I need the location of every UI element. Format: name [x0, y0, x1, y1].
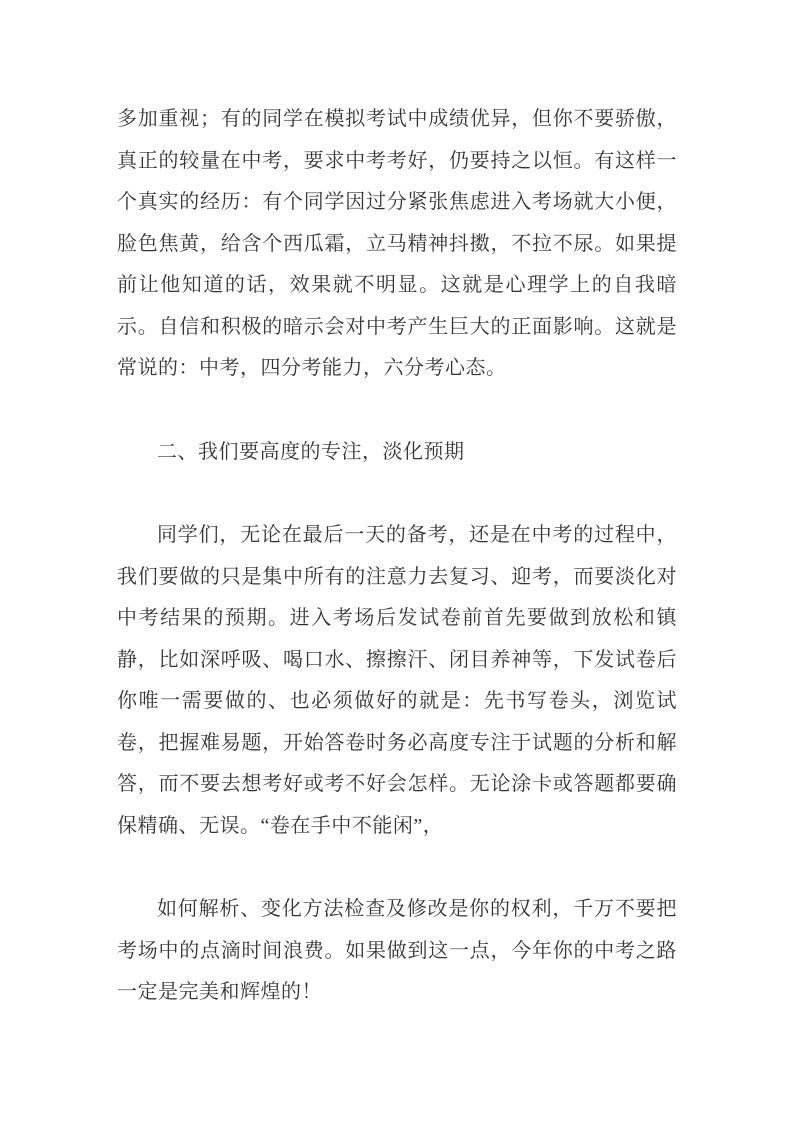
paragraph-closing: 如何解析、变化方法检查及修改是你的权利，千万不要把考场中的点滴时间浪费。如果做到这一点，今年你的中考之路一定是完美和辉煌的！ [117, 898, 677, 1003]
section-heading-focus: 二、我们要高度的专注，淡化预期 [157, 440, 465, 463]
paragraph-focus-advice: 同学们，无论在最后一天的备考，还是在中考的过程中，我们要做的只是集中所有的注意力去复习、迎考，而要淡化对中考结果的预期。进入考场后发试卷前首先要做到放松和镇静，比如深呼吸、喝口水、擦擦汗、闭目养神等，下发试卷后你唯一需要做的、也必须做好的就是：先书写卷头，浏览试卷，把握难易题，开始答卷时务必高度专注于试题的分析和解答，而不要去想考好或考不好会怎样。无论涂卡或答题都要确保精确、无误。“卷在手中不能闲”， [117, 524, 677, 837]
paragraph-exam-mindset: 多加重视；有的同学在模拟考试中成绩优异，但你不要骄傲，真正的较量在中考，要求中考考好，仍要持之以恒。有这样一个真实的经历：有个同学因过分紧张焦虑进入考场就大小便，脸色焦黄，给含个西瓜霜，立马精神抖擞，不拉不尿。如果提前让他知道的话，效果就不明显。这就是心理学上的自我暗示。自信和积极的暗示会对中考产生巨大的正面影响。这就是常说的：中考，四分考能力，六分考心态。 [117, 108, 677, 379]
